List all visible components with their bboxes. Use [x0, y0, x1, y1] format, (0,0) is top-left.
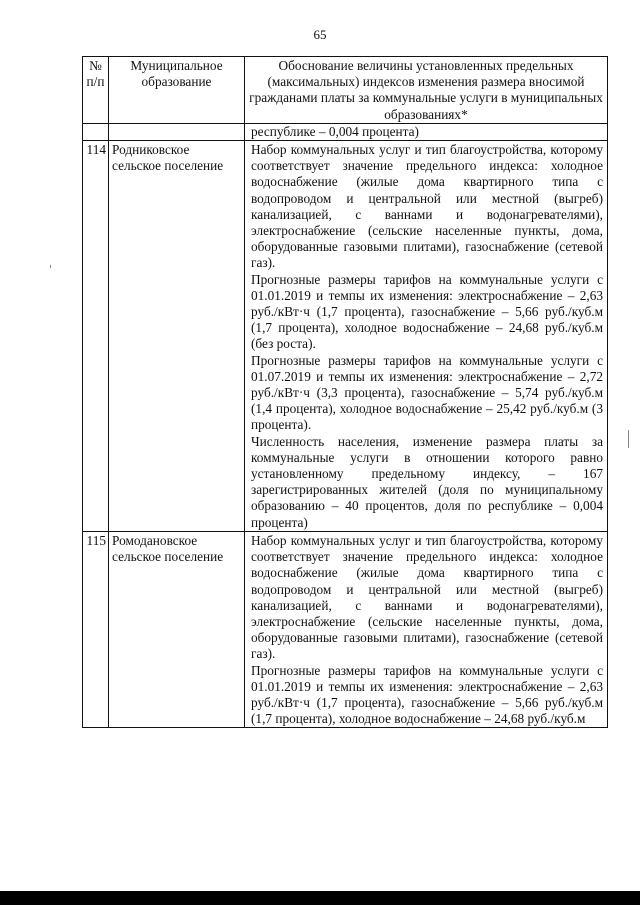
justification-cell [245, 531, 608, 727]
justification-paragraph: Численность населения, изменение размера платы за коммунальные услуги в отношении которого равно установленному предельному индексу, – 167 зарегистрированных жителей (доля по муниципальному образованию – 40 процентов, доля по республике – 0,004 процента) [251, 433, 603, 530]
continuation-municipality-cell [109, 123, 245, 140]
row-number: 114 [83, 141, 109, 532]
justification-paragraph: Прогнозные размеры тарифов на коммунальные услуги с 01.01.2019 и темпы их изменения: электроснабжение – 2,63 руб./кВт·ч (1,7 процента), газоснабжение – 5,66 руб./куб.м (1,7 процента), холодное водоснабжение – 24,68 руб./куб.м [251, 662, 603, 727]
justification-paragraph: Набор коммунальных услуг и тип благоустройства, которому соответствует значение предельного индекса: холодное водоснабжение (жилые дома квартирного типа с водопроводом и центральной или местной (выгреб) канализацией, с ваннами и водонагревателями), электроснабжение (сельские населенные пункты, дома, оборудованные газовыми плитами), газоснабжение (сетевой газ). [251, 532, 603, 662]
continuation-row [83, 123, 608, 140]
scan-edge-mark [628, 430, 629, 448]
index-justification-table [82, 56, 608, 728]
continuation-text: республике – 0,004 процента) [245, 123, 608, 140]
justification-cell [245, 141, 608, 532]
page-number: 65 [313, 27, 327, 42]
continuation-num-cell [83, 123, 109, 140]
table-row [83, 531, 608, 727]
header-justification: Обоснование величины установленных предельных (максимальных) индексов изменения размера вносимой гражданами платы за коммунальные услуги в муниципальных образованиях* [245, 57, 608, 124]
justification-paragraph: Прогнозные размеры тарифов на коммунальные услуги с 01.07.2019 и темпы их изменения: электроснабжение – 2,72 руб./кВт·ч (3,3 процента), газоснабжение – 5,74 руб./куб.м (1,4 процента), холодное водоснабжение – 25,42 руб./куб.м (3 процента). [251, 352, 603, 433]
scan-speck [50, 265, 51, 268]
header-number: № п/п [83, 57, 109, 124]
table-header-row [83, 57, 608, 124]
scan-bottom-border [0, 891, 640, 905]
justification-paragraph: Прогнозные размеры тарифов на коммунальные услуги с 01.01.2019 и темпы их изменения: электроснабжение – 2,63 руб./кВт·ч (1,7 процента), газоснабжение – 5,66 руб./куб.м (1,7 процента), холодное водоснабжение – 24,68 руб./куб.м (без роста). [251, 271, 603, 352]
row-number: 115 [83, 531, 109, 727]
municipality-name: Родниковское сельское поселение [109, 141, 245, 532]
justification-paragraph: Набор коммунальных услуг и тип благоустройства, которому соответствует значение предельного индекса: холодное водоснабжение (жилые дома квартирного типа с водопроводом и центральной или местной (выгреб) канализацией, с ваннами и водонагревателями), электроснабжение (сельские населенные пункты, дома, оборудованные газовыми плитами), газоснабжение (сетевой газ). [251, 142, 603, 271]
header-municipality: Муниципальное образование [109, 57, 245, 124]
municipality-name: Ромодановское сельское поселение [109, 531, 245, 727]
table-row [83, 141, 608, 532]
